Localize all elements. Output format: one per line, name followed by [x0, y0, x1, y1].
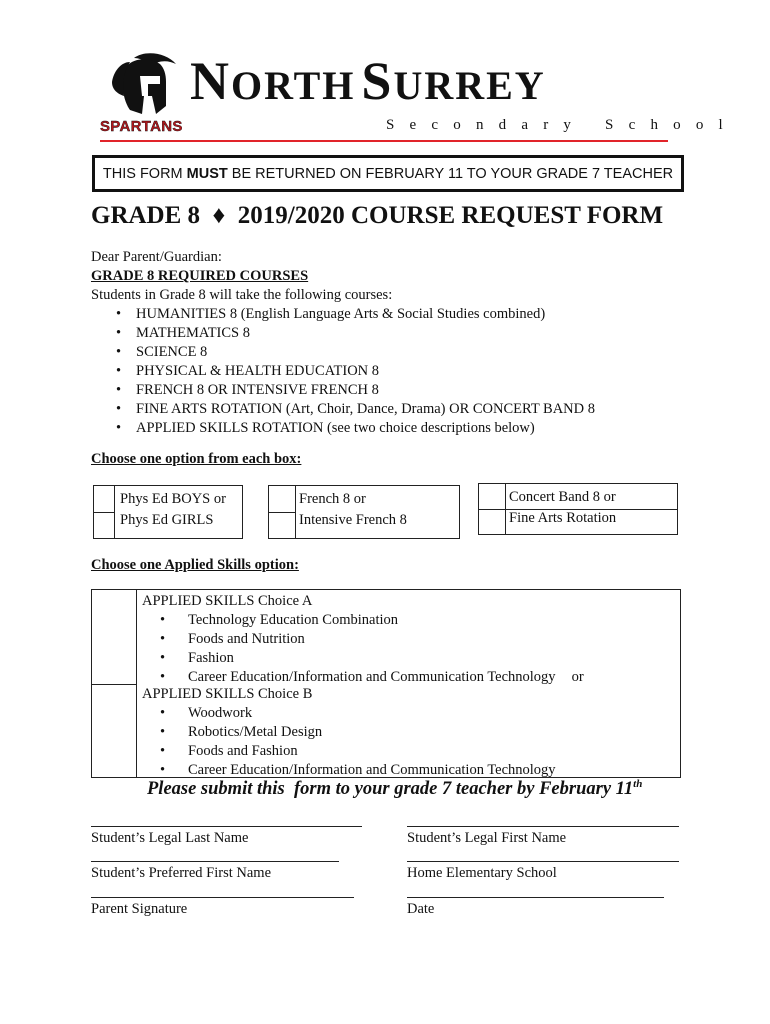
last-name-label: Student’s Legal Last Name: [91, 830, 249, 846]
school-name-initial-2: S: [361, 51, 394, 111]
school-name-rest-1: ORTH: [231, 63, 356, 108]
or-label: or: [571, 669, 584, 685]
pe-option-box: [93, 485, 243, 539]
school-name: [190, 51, 546, 111]
preferred-name-label: Student’s Preferred First Name: [91, 865, 272, 881]
greeting: Dear Parent/Guardian:: [91, 249, 222, 265]
form-title: GRADE 8 ♦ 2019/2020 COURSE REQUEST FORM: [91, 202, 664, 229]
list-item: • Foods and Nutrition: [142, 630, 584, 649]
spartan-helmet-icon: [104, 52, 184, 118]
parent-signature-label: Parent Signature: [91, 901, 188, 917]
list-item: • APPLIED SKILLS ROTATION (see two choice descriptions below): [91, 419, 595, 438]
applied-choice-a-title: APPLIED SKILLS Choice A: [142, 593, 313, 609]
intensive-french-checkbox[interactable]: [269, 513, 295, 539]
pe-boys-checkbox[interactable]: [94, 486, 114, 512]
submit-superscript: th: [633, 778, 643, 790]
date-field[interactable]: [407, 897, 664, 898]
required-courses-intro: Students in Grade 8 will take the following courses:: [91, 287, 393, 303]
list-item: • Fashion: [142, 649, 584, 668]
school-name-initial-1: N: [190, 51, 231, 111]
first-name-label: Student’s Legal First Name: [407, 830, 567, 846]
list-item: • Woodwork: [142, 704, 556, 723]
choose-option-heading: Choose one option from each box:: [91, 451, 302, 467]
mascot-wordmark: SPARTANS: [100, 118, 183, 135]
school-name-rest-2: URREY: [393, 63, 546, 108]
notice-emphasis: MUST: [186, 165, 228, 182]
list-item: • FRENCH 8 OR INTENSIVE FRENCH 8: [91, 381, 595, 400]
parent-signature-field[interactable]: [91, 897, 354, 898]
list-item: • Foods and Fashion: [142, 742, 556, 761]
option-label: Phys Ed BOYS or: [120, 491, 226, 507]
applied-choice-a: [142, 592, 584, 687]
required-courses-list: [91, 305, 595, 438]
list-item-text: Career Education/Information and Communication Technology: [188, 669, 556, 685]
french-option-box: [268, 485, 460, 539]
header-rule: [100, 140, 668, 142]
option-label: French 8 or: [299, 491, 366, 507]
pe-girls-checkbox[interactable]: [94, 513, 114, 539]
applied-choice-b-title: APPLIED SKILLS Choice B: [142, 686, 313, 702]
applied-choice-b: [142, 685, 556, 780]
concert-band-checkbox[interactable]: [479, 484, 505, 509]
home-school-label: Home Elementary School: [407, 865, 557, 881]
submit-instruction: [147, 778, 642, 800]
applied-skills-heading: Choose one Applied Skills option:: [91, 557, 299, 573]
option-label: Concert Band 8 or: [509, 489, 616, 505]
applied-skills-box: [91, 589, 681, 778]
list-item: • FINE ARTS ROTATION (Art, Choir, Dance, Drama) OR CONCERT BAND 8: [91, 400, 595, 419]
return-notice-box: [92, 155, 684, 192]
home-school-field[interactable]: [407, 861, 679, 862]
list-item: • SCIENCE 8: [91, 343, 595, 362]
list-item: • MATHEMATICS 8: [91, 324, 595, 343]
applied-choice-b-checkbox[interactable]: [92, 685, 136, 777]
option-label: Intensive French 8: [299, 512, 407, 528]
french-8-checkbox[interactable]: [269, 486, 295, 512]
school-subtitle: Secondary School: [386, 117, 738, 133]
option-label: Fine Arts Rotation: [509, 510, 617, 526]
fine-arts-checkbox[interactable]: [479, 510, 505, 535]
option-label: Phys Ed GIRLS: [120, 512, 214, 528]
first-name-field[interactable]: [407, 826, 679, 827]
list-item: • Career Education/Information and Communication Technology: [142, 761, 556, 780]
list-item: • Robotics/Metal Design: [142, 723, 556, 742]
arts-option-box: [478, 483, 678, 535]
list-item: • PHYSICAL & HEALTH EDUCATION 8: [91, 362, 595, 381]
applied-choice-a-checkbox[interactable]: [92, 590, 136, 684]
list-item: • HUMANITIES 8 (English Language Arts & Social Studies combined): [91, 305, 595, 324]
list-item: • Technology Education Combination: [142, 611, 584, 630]
date-label: Date: [407, 901, 435, 917]
submit-text: Please submit this form to your grade 7 teacher by February 11: [147, 779, 634, 800]
preferred-name-field[interactable]: [91, 861, 339, 862]
notice-text-before: THIS FORM: [102, 165, 187, 182]
last-name-field[interactable]: [91, 826, 362, 827]
notice-text-after: BE RETURNED ON FEBRUARY 11 TO YOUR GRADE 7 TEACHER: [227, 165, 674, 182]
required-courses-heading: GRADE 8 REQUIRED COURSES: [91, 268, 309, 284]
